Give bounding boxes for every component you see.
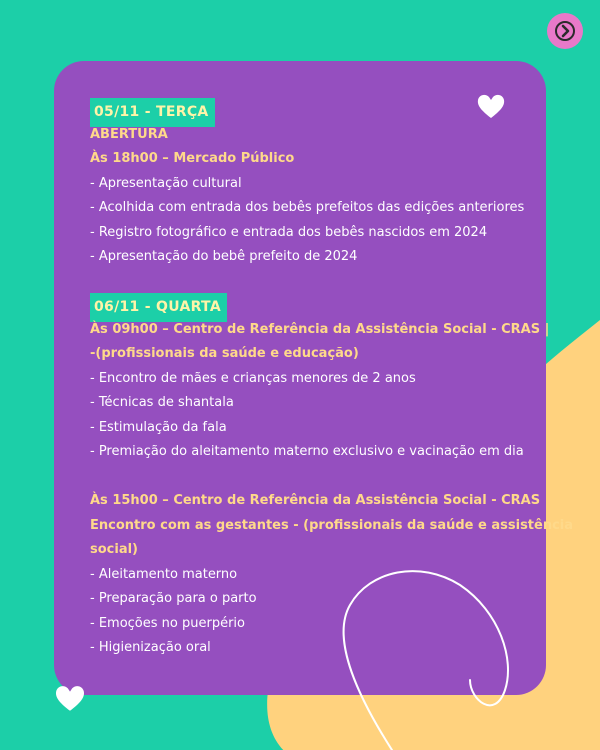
day1-section xyxy=(90,98,530,270)
list-item: - Estimulação da fala xyxy=(90,419,227,435)
session2-heading: social) xyxy=(90,542,139,557)
day1-badge: 05/11 - TERÇA xyxy=(90,98,215,127)
day2-section xyxy=(90,293,573,661)
list-item: - Premiação do aleitamento materno exclusivo e vacinação em dia xyxy=(90,444,524,459)
list-item: - Apresentação do bebê prefeito de 2024 xyxy=(90,249,358,264)
session2-heading: Às 15h00 – Centro de Referência da Assistência Social - CRAS xyxy=(90,493,541,508)
session2-heading: Encontro com as gestantes - (profissionais da saúde e assistência xyxy=(90,517,574,533)
list-item: - Higienização oral xyxy=(90,640,211,655)
day2-badge: 06/11 - QUARTA xyxy=(90,293,227,322)
day1-title: ABERTURA xyxy=(90,126,168,142)
day1-time: Às 18h00 – Mercado Público xyxy=(90,151,295,166)
list-item: - Preparação para o parto xyxy=(90,591,257,606)
session1-heading: -(profissionais da saúde e educação) xyxy=(90,346,359,361)
list-item: - Apresentação cultural xyxy=(90,175,242,191)
list-item: - Aleitamento materno xyxy=(90,566,238,582)
session1-heading: Às 09h00 – Centro de Referência da Assistência Social - CRAS | xyxy=(90,321,550,337)
list-item: - Registro fotográfico e entrada dos bebês nascidos em 2024 xyxy=(90,224,488,240)
list-item: - Emoções no puerpério xyxy=(90,615,245,631)
list-item: - Acolhida com entrada dos bebês prefeitos das edições anteriores xyxy=(90,200,525,215)
list-item: - Técnicas de shantala xyxy=(90,395,234,410)
heart-icon xyxy=(54,683,86,713)
schedule-content xyxy=(90,98,574,655)
list-item: - Encontro de mães e crianças menores de 2 anos xyxy=(90,370,416,386)
